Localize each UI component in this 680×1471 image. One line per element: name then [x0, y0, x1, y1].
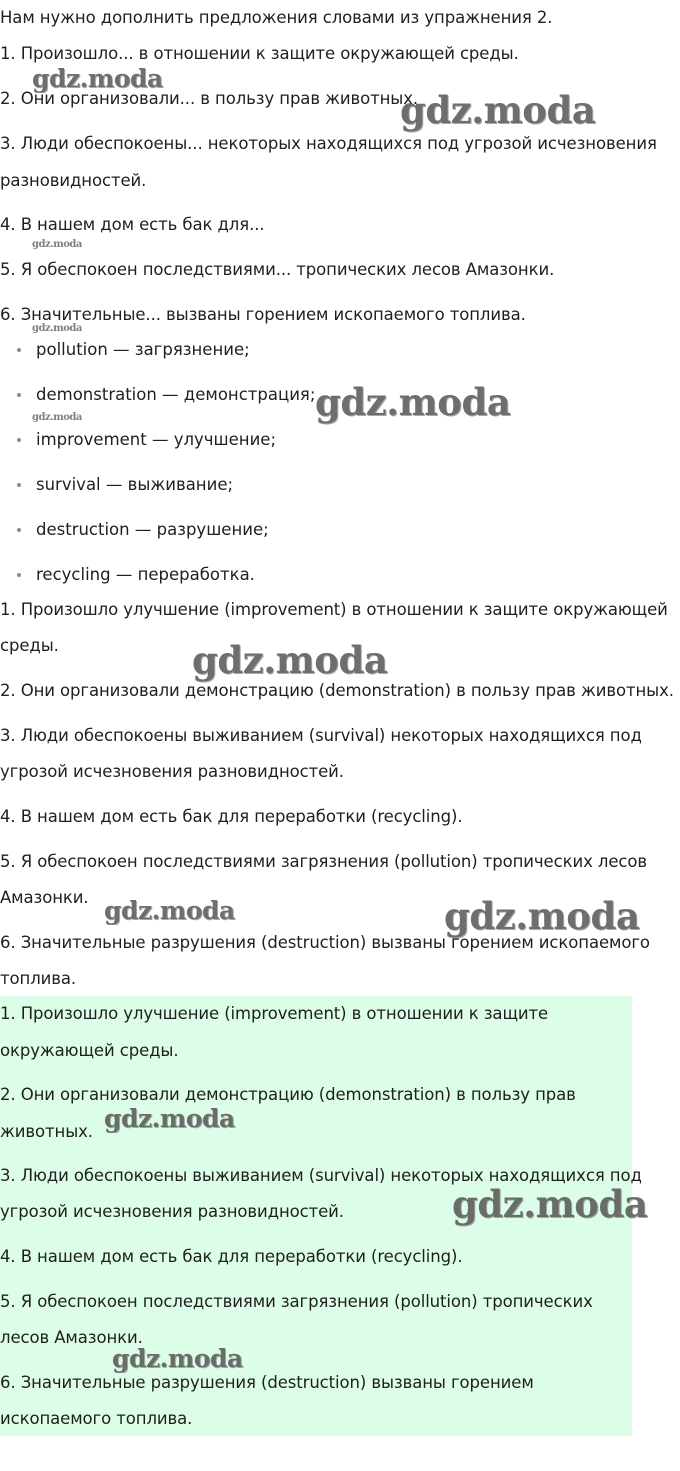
final-answer-sentence-continuation: лесов Амазонки.	[0, 1328, 143, 1347]
vocabulary-item: survival — выживание;	[36, 475, 234, 494]
final-answer-sentence: 3. Люди обеспокоены выживанием (survival) некоторых находящихся под	[0, 1166, 642, 1185]
final-answer-sentence-continuation: ископаемого топлива.	[0, 1409, 193, 1428]
task-sentence: 2. Они организовали... в пользу прав животных.	[0, 89, 419, 108]
watermark: gdz.moda	[104, 896, 235, 925]
answer-sentence-continuation: Амазонки.	[0, 888, 89, 907]
watermark: gdz.moda	[192, 638, 388, 682]
watermark: gdz.moda	[32, 412, 82, 423]
vocabulary-item: improvement — улучшение;	[36, 430, 276, 449]
answer-sentence-continuation: угрозой исчезновения разновидностей.	[0, 762, 344, 781]
watermark: gdz.moda	[452, 1182, 648, 1226]
watermark: gdz.moda	[315, 380, 511, 424]
vocabulary-item: demonstration — демонстрация;	[36, 385, 316, 404]
vocabulary-item: recycling — переработка.	[36, 565, 255, 584]
watermark: gdz.moda	[32, 64, 163, 93]
final-answer-sentence: 2. Они организовали демонстрацию (demonstration) в пользу прав	[0, 1085, 576, 1104]
vocabulary-item: pollution — загрязнение;	[36, 340, 250, 359]
watermark: gdz.moda	[104, 1104, 235, 1133]
bullet-icon	[17, 348, 21, 352]
task-sentence: 3. Люди обеспокоены... некоторых находящихся под угрозой исчезновения	[0, 134, 657, 153]
watermark: gdz.moda	[32, 239, 82, 250]
watermark: gdz.moda	[400, 88, 596, 132]
final-answer-sentence-continuation: окружающей среды.	[0, 1041, 179, 1060]
final-answer-sentence: 5. Я обеспокоен последствиями загрязнения (pollution) тропических	[0, 1292, 593, 1311]
answer-sentence: 2. Они организовали демонстрацию (demonstration) в пользу прав животных.	[0, 681, 674, 700]
watermark: gdz.moda	[32, 323, 82, 334]
answer-sentence: 6. Значительные разрушения (destruction) вызваны горением ископаемого	[0, 933, 650, 952]
bullet-icon	[17, 393, 21, 397]
answer-sentence-continuation: топлива.	[0, 969, 77, 988]
answer-sentence: 4. В нашем дом есть бак для переработки (recycling).	[0, 807, 463, 826]
final-answer-sentence: 1. Произошло улучшение (improvement) в отношении к защите	[0, 1004, 549, 1023]
final-answer-sentence-continuation: животных.	[0, 1122, 93, 1141]
bullet-icon	[17, 438, 21, 442]
answer-sentence: 5. Я обеспокоен последствиями загрязнения (pollution) тропических лесов	[0, 852, 647, 871]
task-sentence-continuation: разновидностей.	[0, 171, 147, 190]
task-sentence: 1. Произошло... в отношении к защите окружающей среды.	[0, 44, 519, 63]
task-sentence: 5. Я обеспокоен последствиями... тропических лесов Амазонки.	[0, 260, 555, 279]
watermark: gdz.moda	[444, 894, 640, 938]
answer-sentence: 3. Люди обеспокоены выживанием (survival) некоторых находящихся под	[0, 726, 642, 745]
watermark: gdz.moda	[112, 1344, 243, 1373]
bullet-icon	[17, 483, 21, 487]
final-answer-sentence: 4. В нашем дом есть бак для переработки (recycling).	[0, 1247, 463, 1266]
task-sentence: 6. Значительные... вызваны горением ископаемого топлива.	[0, 305, 526, 324]
intro-text: Нам нужно дополнить предложения словами из упражнения 2.	[0, 8, 553, 27]
bullet-icon	[17, 528, 21, 532]
bullet-icon	[17, 573, 21, 577]
final-answer-sentence-continuation: угрозой исчезновения разновидностей.	[0, 1202, 344, 1221]
answer-sentence-continuation: среды.	[0, 636, 59, 655]
vocabulary-item: destruction — разрушение;	[36, 520, 269, 539]
task-sentence: 4. В нашем дом есть бак для...	[0, 215, 265, 234]
answer-sentence: 1. Произошло улучшение (improvement) в отношении к защите окружающей	[0, 600, 668, 619]
final-answer-sentence: 6. Значительные разрушения (destruction) вызваны горением	[0, 1373, 534, 1392]
